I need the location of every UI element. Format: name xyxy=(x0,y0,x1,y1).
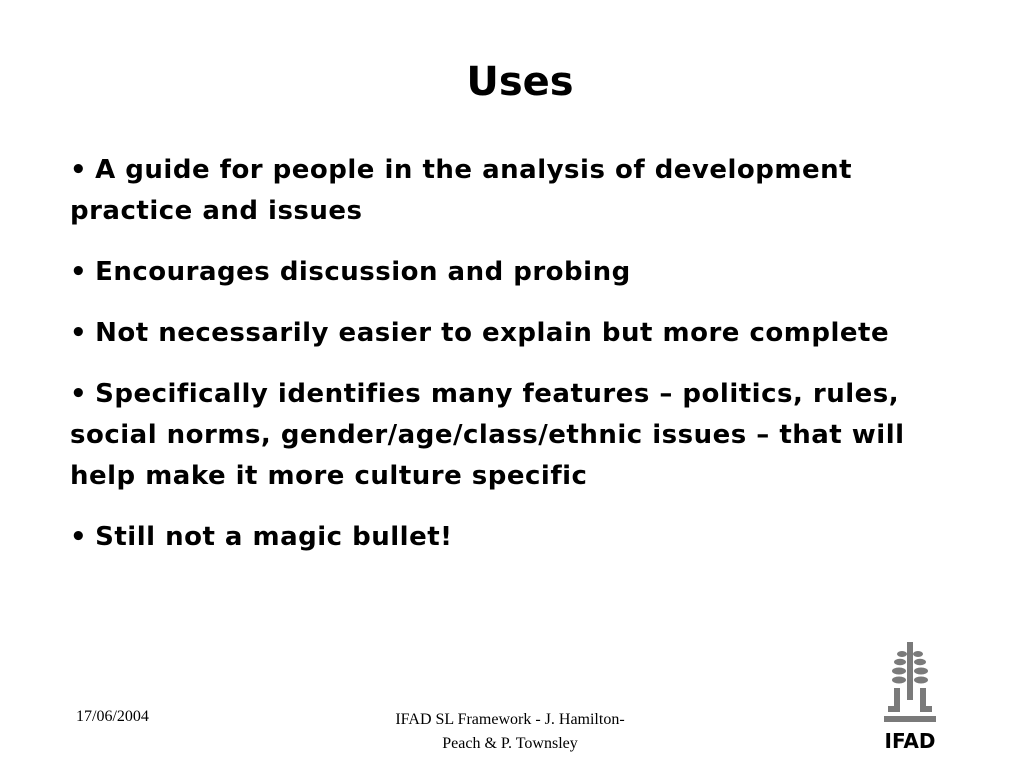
bullet-text: Specifically identifies many features – politics, rules, social norms, gender/age/class/ethnic issues – that will help make it more culture specific xyxy=(70,379,905,491)
bullet-icon: • xyxy=(70,257,88,287)
bullet-text: A guide for people in the analysis of development practice and issues xyxy=(70,155,853,226)
bullet-item xyxy=(70,150,960,232)
slide-title: Uses xyxy=(466,59,574,105)
bullet-item xyxy=(70,517,960,558)
footer-date: 17/06/2004 xyxy=(76,708,149,725)
bullet-icon: • xyxy=(70,379,88,409)
bullet-item xyxy=(70,313,960,354)
bullet-item xyxy=(70,374,960,497)
bullet-icon: • xyxy=(70,155,88,185)
bullet-icon: • xyxy=(70,522,88,552)
bullet-item xyxy=(70,252,960,293)
footer-credit-line: IFAD SL Framework - J. Hamilton- xyxy=(395,711,625,728)
logo-text: IFAD xyxy=(884,729,936,753)
bullet-text: Encourages discussion and probing xyxy=(95,257,631,287)
bullet-text: Still not a magic bullet! xyxy=(95,522,453,552)
bullet-text: Not necessarily easier to explain but more complete xyxy=(95,318,890,348)
ifad-logo-icon xyxy=(880,640,940,756)
footer-credit xyxy=(355,708,665,756)
bullet-icon: • xyxy=(70,318,88,348)
footer-credit-line: Peach & P. Townsley xyxy=(442,735,578,752)
bullet-list xyxy=(70,150,960,578)
